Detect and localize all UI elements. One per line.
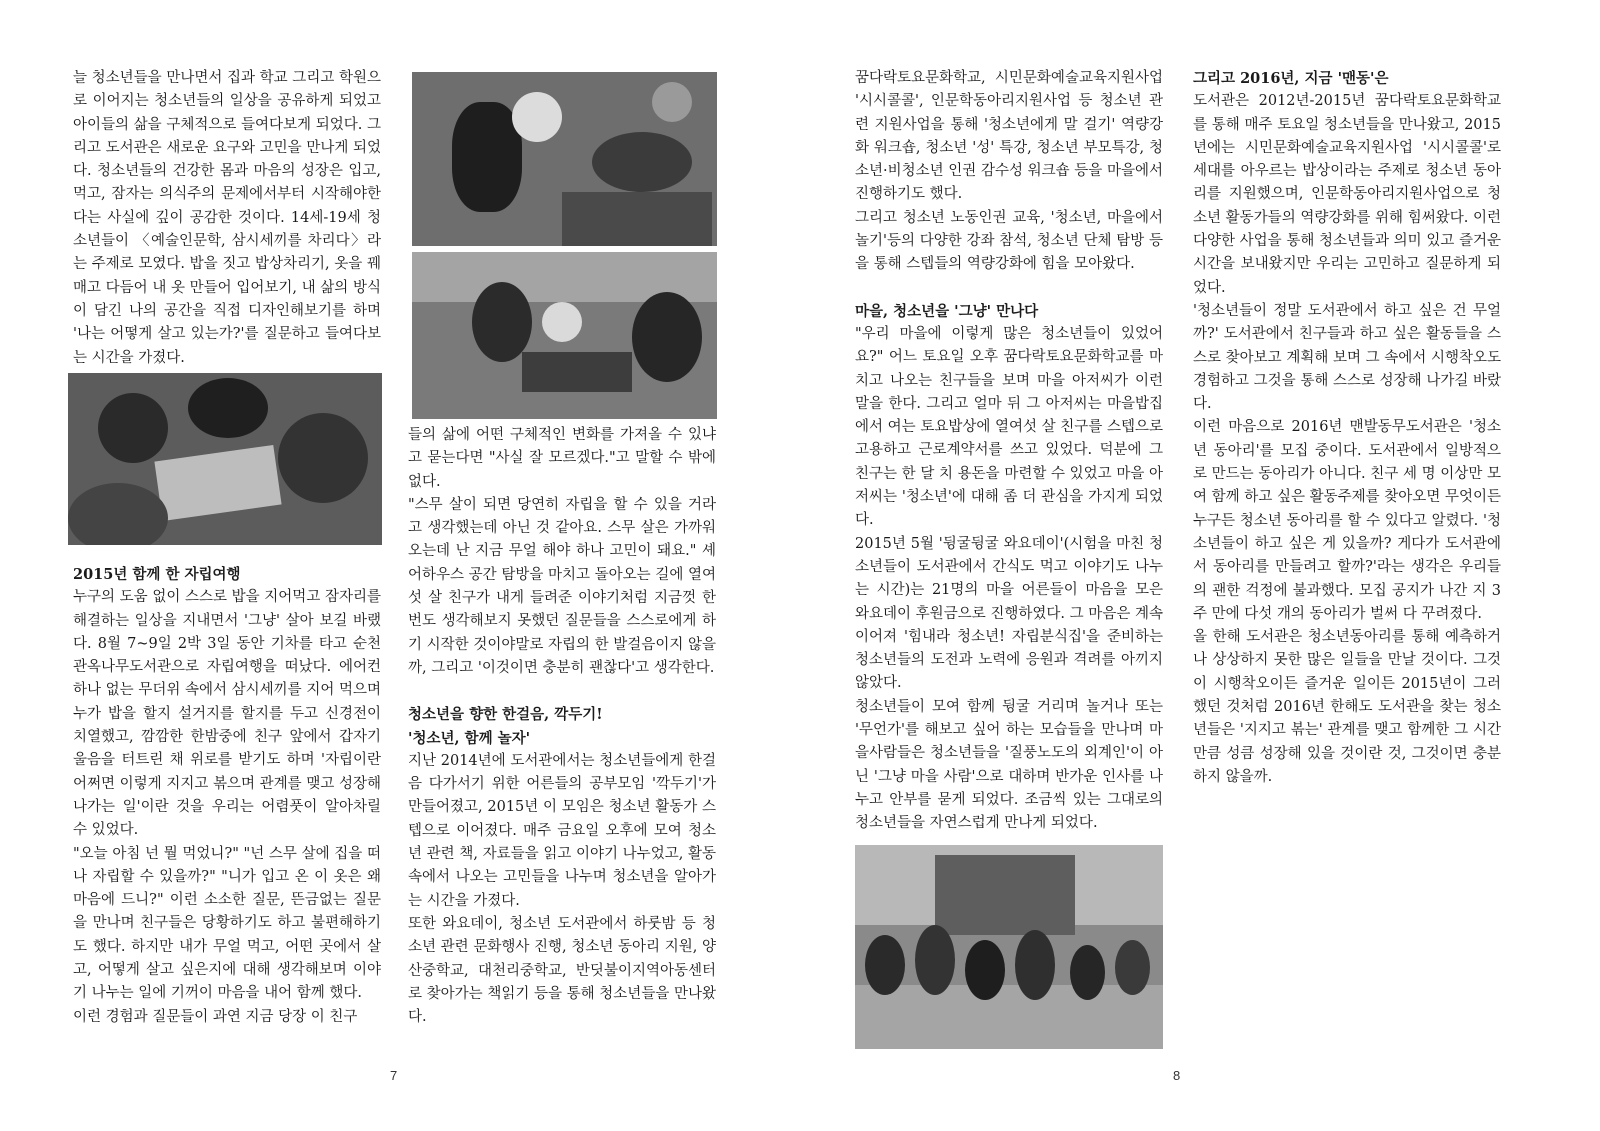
paragraph: 꿈다락토요문화학교, 시민문화예술교육지원사업 '시시콜콜', 인문학동아리지원사업 등 청소년 관련 지원사업을 통해 '청소년에게 말 걸기' 역량강화 워크숍, 청소년 '성' 특강, 청소년 부모특강, 청소년·비청소년 인권 감수성 워크숍 등을 마을에서 진행하기도 했다.: [855, 70, 1163, 203]
paragraph: "스무 살이 되면 당연히 자립을 할 수 있을 거라고 생각했는데 아닌 것 같아요. 스무 살은 가까워오는데 난 지금 무얼 해야 하나 고민이 돼요." 셰어하우스 공간 탐방을 마치고 돌아오는 길에 열여섯 살 친구가 내게 들려준 이야기처럼 지금껏 한 번도 생각해보지 못했던 질문들을 스스로에게 하기 시작한 것이야말로 자립의 한 발걸음이지 않을까, 그리고 '이것이면 충분히 괜찮다'고 생각한다.: [408, 496, 716, 676]
section-heading: 청소년을 향한 한걸음, 깍두기!: [408, 706, 603, 724]
photo-group-meal: [412, 252, 717, 419]
paragraph: "우리 마을에 이렇게 많은 청소년들이 있었어요?" 어느 토요일 오후 꿈다락토요문화학교를 마치고 나오는 친구들을 보며 마을 아저씨가 이런 말을 한다. 그리고 얼마 뒤 그 아저씨는 마을밥집에서 여는 토요밥상에 열여섯 살 친구를 스텝으로 고용하고 근로계약서를 쓰고 있었다. 덕분에 그 친구는 한 달 치 용돈을 마련할 수 있었고 마을 아저씨는 '청소년'에 대해 좀 더 관심을 가지게 되었다.: [855, 325, 1163, 529]
paragraph: 이런 경험과 질문들이 과연 지금 당장 이 친구: [73, 1008, 358, 1025]
paragraph: "오늘 아침 넌 뭘 먹었니?" "넌 스무 살에 집을 떠나 자립할 수 있을까?" "니가 입고 온 이 옷은 왜 마음에 드니?" 이런 소소한 질문, 뜬금없는 질문을 만나며 친구들은 당황하기도 하고 불편해하기도 했다. 하지만 내가 무얼 먹고, 어떤 곳에서 살고, 어떻게 살고 싶은지에 대해 생각해보며 이야기 나누는 일에 기꺼이 마음을 내어 함께 했다.: [73, 845, 381, 1002]
paragraph: 늘 청소년들을 만나면서 집과 학교 그리고 학원으로 이어지는 청소년들의 일상을 공유하게 되었고 아이들의 삶을 구체적으로 들여다보게 되었다. 그리고 도서관은 새로운 요구와 고민을 만나게 되었다. 청소년들의 건강한 몸과 마음의 성장은 입고, 먹고, 잠자는 의식주의 문제에서부터 시작해야한다는 사실에 깊이 공감한 것이다. 14세-19세 청소년들이 〈예술인문학, 삼시세끼를 차리다〉라는 주제로 모였다. 밥을 짓고 밥상차리기, 옷을 꿰매고 다듬어 내 옷 만들어 입어보기, 내 삶의 방식이 담긴 나의 공간을 직접 디자인해보기를 하며 '나는 어떻게 살고 있는가?'를 질문하고 들여다보는 시간을 가졌다.: [73, 70, 381, 366]
section-subheading: '청소년, 함께 놀자': [408, 729, 531, 747]
paragraph: 그리고 청소년 노동인권 교육, '청소년, 마을에서 놀기'등의 다양한 강좌 참석, 청소년 단체 탐방 등을 통해 스텝들의 역량강화에 힘을 모아왔다.: [855, 209, 1163, 273]
paragraph: 지난 2014년에 도서관에서는 청소년들에게 한걸음 다가서기 위한 어른들의 공부모임 '깍두기'가 만들어졌고, 2015년 이 모임은 청소년 활동가 스텝으로 이어졌다. 매주 금요일 오후에 모여 청소년 관련 책, 자료들을 읽고 이야기 나누었고, 활동 속에서 나오는 고민들을 나누며 청소년을 알아가는 시간을 가졌다.: [408, 752, 716, 909]
paragraph: 청소년들이 모여 함께 뒹굴 거리며 놀거나 또는 '무언가'를 해보고 싶어 하는 모습들을 만나며 마을사람들은 청소년들을 '질풍노도의 외계인'이 아닌 '그냥 마을 사람'으로 대하며 반가운 인사를 나누고 안부를 묻게 되었다. 조금씩 있는 그대로의 청소년들을 자연스럽게 만나게 되었다.: [855, 698, 1163, 832]
paragraph: 도서관은 2012년-2015년 꿈다락토요문화학교를 통해 매주 토요일 청소년들을 만나왔고, 2015년에는 시민문화예술교육지원사업 '시시콜콜'로 세대를 아우르는 밥상이라는 주제로 청소년 동아리를 지원했으며, 인문학동아리지원사업으로 청소년 활동가들의 역량강화를 위해 힘써왔다. 이런 다양한 사업을 통해 청소년들과 의미 있고 즐거운 시간을 보내왔지만 우리는 고민하고 질문하게 되었다.: [1193, 93, 1501, 296]
paragraph: 들의 삶에 어떤 구체적인 변화를 가져올 수 있냐고 묻는다면 "사실 잘 모르겠다."고 말할 수 밖에 없다.: [408, 427, 716, 490]
left-col1-top: [73, 67, 381, 370]
page-number-right: 8: [1173, 1068, 1181, 1083]
paragraph: 누구의 도움 없이 스스로 밥을 지어먹고 잠자리를 해결하는 일상을 지내면서 '그냥' 살아 보길 바랬다. 8월 7~9일 2박 3일 동안 기차를 타고 순천 관옥나무도서관으로 자립여행을 떠났다. 에어컨 하나 없는 무더위 속에서 삼시세끼를 지어 먹으며 누가 밥을 할지 설거지를 할지를 두고 신경전이 치열했고, 깜깜한 한밤중에 친구 앞에서 갑자기 울음을 터트린 채 위로를 받기도 하며 '자립이란 어쩌면 이렇게 지지고 볶으며 관계를 맺고 성장해 나가는 일'이란 것을 우리는 어렴풋이 알아차릴 수 있었다.: [73, 589, 381, 839]
paragraph: 이런 마음으로 2016년 맨발동무도서관은 '청소년 동아리'를 모집 중이다. 도서관에서 일방적으로 만드는 동아리가 아니다. 친구 세 명 이상만 모여 함께 하고 싶은 활동주제를 찾아오면 무엇이든 누구든 청소년 동아리를 할 수 있다고 알렸다. '청소년들이 하고 싶은 게 있을까? 게다가 도서관에서 동아리를 만들려고 할까?'라는 생각은 우리들의 괜한 걱정에 불과했다. 모집 공지가 나간 지 3주 만에 다섯 개의 동아리가 벌써 다 꾸려졌다.: [1193, 419, 1501, 622]
page-number-left: 7: [390, 1068, 398, 1083]
section-heading: 2015년 함께 한 자립여행: [73, 566, 241, 583]
photo-market-visit: [412, 72, 717, 246]
photo-floor-workshop: [68, 373, 382, 545]
paragraph: 또한 와요데이, 청소년 도서관에서 하룻밤 등 청소년 관련 문화행사 진행, 청소년 동아리 지원, 양산중학교, 대천리중학교, 반딧불이지역아동센터로 찾아가는 책읽기 등을 통해 청소년들을 만나왔다.: [408, 915, 716, 1026]
left-col2-top: [408, 424, 716, 1029]
paragraph: '청소년들이 정말 도서관에서 하고 싶은 건 무얼까?' 도서관에서 친구들과 하고 싶은 활동들을 스스로 찾아보고 계획해 보며 그 속에서 시행착오도 경험하고 그것을 통해 스스로 성장해 나가길 바랐다.: [1193, 302, 1501, 413]
right-col4: [1193, 67, 1501, 789]
left-col1-bottom: [73, 563, 381, 1029]
right-col3: [855, 67, 1163, 836]
section-heading: 마을, 청소년을 '그냥' 만나다: [855, 302, 1039, 320]
photo-outdoor-game: [855, 845, 1163, 1049]
section-heading: 그리고 2016년, 지금 '맨동'은: [1193, 70, 1389, 87]
paragraph: 올 한해 도서관은 청소년동아리를 통해 예측하거나 상상하지 못한 많은 일들을 만날 것이다. 그것이 시행착오이든 즐거운 일이든 2015년이 그러했던 것처럼 2016년 한해도 도서관을 찾는 청소년들은 '지지고 볶는' 관계를 맺고 함께한 그 시간만큼 성큼 성장해 있을 것이란 것, 그것이면 충분하지 않을까.: [1193, 629, 1501, 785]
paragraph: 2015년 5월 '뒹굴뒹굴 와요데이'(시험을 마친 청소년들이 도서관에서 간식도 먹고 이야기도 나누는 시간)는 21명의 마을 어른들이 마음을 모은 와요데이 후원금으로 진행하였다. 그 마음은 계속 이어져 '힘내라 청소년! 자립분식집'을 준비하는 청소년들의 도전과 노력에 응원과 격려를 아끼지 않았다.: [855, 535, 1163, 692]
